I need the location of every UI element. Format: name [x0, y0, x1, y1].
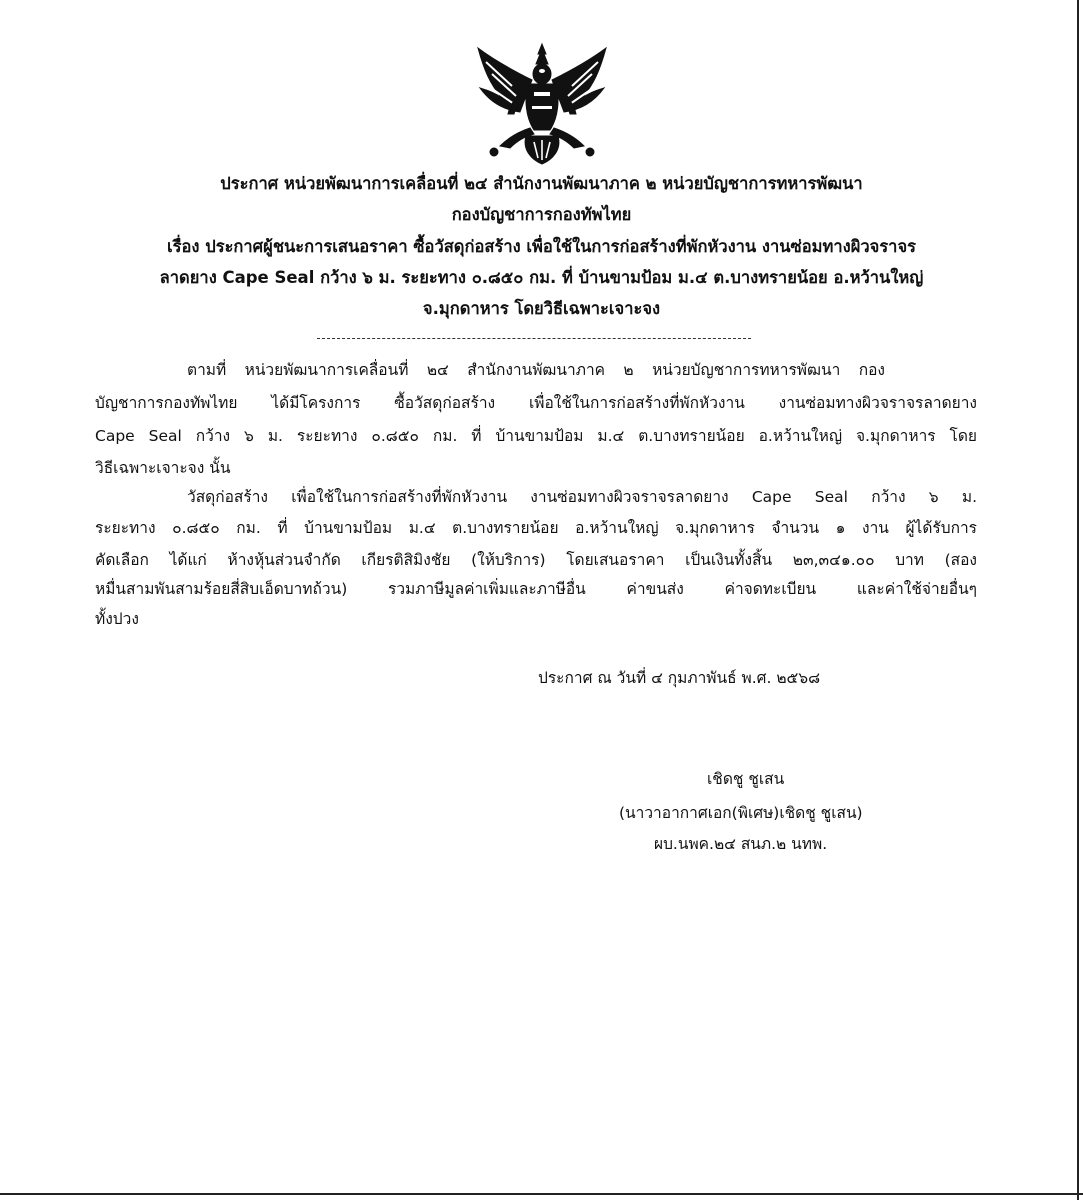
- scan-border-bottom: [0, 1193, 1083, 1195]
- signature: เชิดชู ชูเสน: [707, 770, 785, 788]
- signatory-position: ผบ.นพค.๒๔ สนภ.๒ นทพ.: [654, 835, 828, 853]
- garuda-emblem-icon: [472, 40, 612, 170]
- subject-line2: ลาดยาง Cape Seal กว้าง ๖ ม. ระยะทาง ๐.๘๕๐ กม. ที่ บ้านขามป้อม ม.๔ ต.บางทรายน้อย อ.หว้านใหญ่: [159, 268, 924, 287]
- paragraph2-line3: คัดเลือก ได้แก่ ห้างหุ้นส่วนจำกัด เกียรติสิมิงชัย (ให้บริการ) โดยเสนอราคา เป็นเงินทั้งสิ้น ๒๓,๓๔๑.๐๐ บาท (สอง: [95, 551, 977, 569]
- announcement-header-line1: ประกาศ หน่วยพัฒนาการเคลื่อนที่ ๒๔ สำนักงานพัฒนาภาค ๒ หน่วยบัญชาการทหารพัฒนา: [220, 174, 863, 193]
- paragraph1-line4: วิธีเฉพาะเจาะจง นั้น: [95, 459, 231, 477]
- paragraph1-line1: ตามที่ หน่วยพัฒนาการเคลื่อนที่ ๒๔ สำนักงานพัฒนาภาค ๒ หน่วยบัญชาการทหารพัฒนา กอง: [187, 361, 885, 379]
- paragraph2-line5: ทั้งปวง: [95, 610, 139, 628]
- paragraph2-line2: ระยะทาง ๐.๘๕๐ กม. ที่ บ้านขามป้อม ม.๔ ต.บางทรายน้อย อ.หว้านใหญ่ จ.มุกดาหาร จำนวน ๑ งาน ผู้ได้รับการ: [95, 519, 977, 537]
- announcement-header-line2: กองบัญชาการกองทัพไทย: [451, 205, 632, 224]
- divider: [317, 338, 751, 339]
- paragraph2-line4: หมื่นสามพันสามร้อยสี่สิบเอ็ดบาทถ้วน) รวมภาษีมูลค่าเพิ่มและภาษีอื่น ค่าขนส่ง ค่าจดทะเบียน และค่าใช้จ่ายอื่นๆ: [95, 580, 977, 598]
- scan-border-right: [1077, 0, 1079, 1200]
- paragraph1-line2: บัญชาการกองทัพไทย ได้มีโครงการ ซื้อวัสดุก่อสร้าง เพื่อใช้ในการก่อสร้างที่พักหัวงาน งานซ่อมทางผิวจราจรลาดยาง: [95, 394, 977, 412]
- paragraph1-line3: Cape Seal กว้าง ๖ ม. ระยะทาง ๐.๘๕๐ กม. ที่ บ้านขามป้อม ม.๔ ต.บางทรายน้อย อ.หว้านใหญ่ จ.มุกดาหาร โดย: [95, 427, 977, 445]
- announcement-date: ประกาศ ณ วันที่ ๔ กุมภาพันธ์ พ.ศ. ๒๕๖๘: [538, 669, 821, 687]
- paragraph2-line1: วัสดุก่อสร้าง เพื่อใช้ในการก่อสร้างที่พักหัวงาน งานซ่อมทางผิวจราจรลาดยาง Cape Seal กว้าง ๖ ม.: [187, 488, 977, 506]
- subject-line3: จ.มุกดาหาร โดยวิธีเฉพาะเจาะจง: [422, 299, 661, 318]
- signatory-full-name: (นาวาอากาศเอก(พิเศษ)เชิดชู ชูเสน): [619, 804, 863, 822]
- subject-line1: เรื่อง ประกาศผู้ชนะการเสนอราคา ซื้อวัสดุก่อสร้าง เพื่อใช้ในการก่อสร้างที่พักหัวงาน งานซ่อมทางผิวจราจร: [167, 237, 916, 256]
